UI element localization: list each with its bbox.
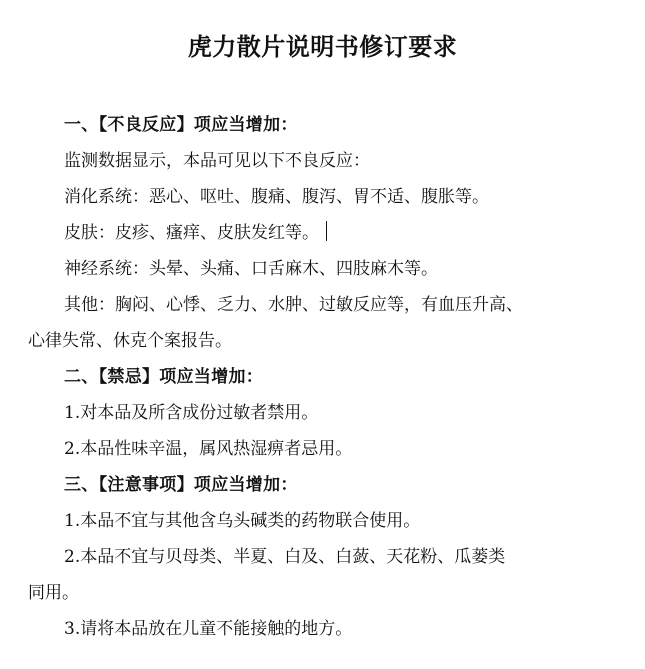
section-heading-adverse-reactions: 一、【不良反应】项应当增加：	[64, 115, 298, 135]
section-heading-contraindications: 二、【禁忌】项应当增加：	[64, 367, 264, 387]
precaution-item-2-line-2: 同用。	[28, 583, 79, 603]
adverse-reactions-skin: 皮肤：皮疹、瘙痒、皮肤发红等。	[64, 223, 319, 243]
precaution-item-2-line-1: 2.本品不宜与贝母类、半夏、白及、白蔹、天花粉、瓜蒌类	[64, 547, 506, 567]
document-body	[28, 107, 617, 647]
adverse-reactions-digestive: 消化系统：恶心、呕吐、腹痛、腹泻、胃不适、腹胀等。	[64, 187, 489, 207]
adverse-reactions-other-line-2: 心律失常、休克个案报告。	[28, 331, 232, 351]
adverse-reactions-other-line-1: 其他：胸闷、心悸、乏力、水肿、过敏反应等，有血压升高、	[64, 295, 523, 315]
section-heading-precautions: 三、【注意事项】项应当增加：	[64, 475, 298, 495]
text-cursor	[326, 221, 327, 241]
contraindication-item-2: 2.本品性味辛温，属风热湿痹者忌用。	[64, 439, 353, 459]
precaution-item-3: 3.请将本品放在儿童不能接触的地方。	[64, 619, 353, 639]
document-title: 虎力散片说明书修订要求	[187, 33, 458, 61]
adverse-reactions-skin-line[interactable]	[28, 215, 617, 251]
contraindication-item-1: 1.对本品及所含成份过敏者禁用。	[64, 403, 319, 423]
adverse-reactions-intro: 监测数据显示，本品可见以下不良反应：	[64, 151, 370, 171]
adverse-reactions-nervous: 神经系统：头晕、头痛、口舌麻木、四肢麻木等。	[64, 259, 438, 279]
precaution-item-1: 1.本品不宜与其他含乌头碱类的药物联合使用。	[64, 511, 421, 531]
